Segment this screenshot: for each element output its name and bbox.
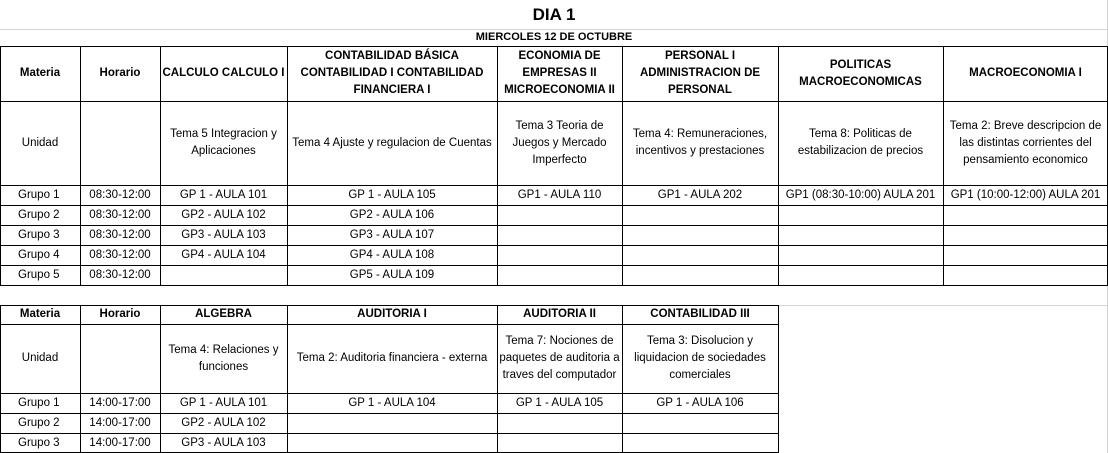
group-room: GP 1 - AULA 101 [179, 396, 268, 409]
group-room: GP1 (08:30-10:00) AULA 201 [785, 188, 936, 201]
afternoon-unit: Tema 3: Disolucion y liquidacion de sociedades comerciales [634, 335, 766, 381]
group-room: GP3 - AULA 103 [181, 228, 266, 241]
group-room: GP2 - AULA 106 [349, 208, 435, 221]
group-name: Grupo 5 [18, 268, 60, 281]
group-room: GP 1 - AULA 104 [348, 396, 436, 409]
group-room: GP 1 - AULA 105 [515, 396, 604, 409]
group-name: Grupo 1 [18, 396, 60, 409]
afternoon-header-subject: CONTABILIDAD III [650, 308, 750, 320]
morning-unit: Tema 4 Ajuste y regulacion de Cuentas [292, 136, 492, 149]
morning-header-materia: Materia [19, 67, 61, 79]
group-room: GP1 - AULA 110 [517, 188, 602, 201]
group-time: 08:30-12:00 [89, 228, 151, 241]
morning-unit: Tema 5 Integracion y Aplicaciones [170, 128, 277, 157]
morning-header-subject: CALCULO CALCULO I [162, 67, 285, 79]
group-room: GP2 - AULA 102 [181, 208, 266, 221]
morning-unit: Tema 2: Breve descripcion de las distintas corrientes del pensamiento economico [949, 119, 1102, 166]
group-name: Grupo 4 [18, 248, 60, 261]
group-time: 14:00-17:00 [89, 396, 151, 409]
group-name: Grupo 1 [18, 188, 60, 201]
grid-line [0, 285, 1108, 286]
morning-header-subject: PERSONAL I ADMINISTRACION DE PERSONAL [639, 50, 761, 96]
morning-header-subject: MACROECONOMIA I [969, 67, 1082, 79]
afternoon-header-materia: Materia [19, 308, 61, 320]
afternoon-unit: Tema 4: Relaciones y funciones [168, 343, 279, 373]
group-room: GP4 - AULA 104 [181, 248, 266, 261]
morning-unit: Tema 3 Teoria de Juegos y Mercado Imperfecto [512, 119, 607, 166]
afternoon-header-horario: Horario [99, 308, 141, 320]
sheet-date: MIERCOLES 12 DE OCTUBRE [475, 31, 633, 43]
group-room: GP 1 - AULA 105 [348, 188, 436, 201]
group-room: GP2 - AULA 102 [181, 416, 266, 429]
group-time: 14:00-17:00 [89, 416, 151, 429]
morning-header-horario: Horario [99, 67, 141, 79]
grid-line [778, 305, 779, 453]
afternoon-unit: Tema 2: Auditoria financiera - externa [296, 352, 488, 364]
group-time: 08:30-12:00 [89, 248, 151, 261]
group-room: GP1 (10:00-12:00) AULA 201 [950, 188, 1101, 201]
group-time: 14:00-17:00 [89, 436, 151, 449]
morning-unit: Tema 4: Remuneraciones, incentivos y prestaciones [632, 128, 768, 157]
group-name: Grupo 3 [18, 436, 60, 449]
group-room: GP 1 - AULA 106 [656, 396, 744, 409]
sheet-title: DIA 1 [532, 5, 576, 24]
morning-unit: Tema 8: Politicas de estabilizacion de precios [797, 128, 924, 157]
group-room: GP3 - AULA 103 [181, 436, 266, 449]
morning-header-subject: ECONOMIA DE EMPRESAS II MICROECONOMIA II [504, 50, 615, 96]
group-room: GP1 - AULA 202 [657, 188, 743, 201]
group-name: Grupo 2 [18, 416, 60, 429]
afternoon-header-subject: AUDITORIA I [357, 308, 427, 320]
group-name: Grupo 2 [18, 208, 60, 221]
group-room: GP4 - AULA 108 [349, 248, 435, 261]
group-room: GP5 - AULA 109 [349, 268, 435, 281]
morning-unit-label: Unidad [21, 136, 59, 149]
group-time: 08:30-12:00 [89, 208, 151, 221]
group-time: 08:30-12:00 [89, 268, 151, 281]
morning-header-subject: CONTABILIDAD BÁSICA CONTABILIDAD I CONTABILIDAD FINANCIERA I [300, 50, 484, 96]
group-name: Grupo 3 [18, 228, 60, 241]
group-room: GP3 - AULA 107 [349, 228, 435, 241]
grid-line [0, 265, 1108, 266]
afternoon-unit-label: Unidad [21, 352, 59, 364]
group-room: GP 1 - AULA 101 [179, 188, 268, 201]
afternoon-header-subject: AUDITORIA II [523, 308, 596, 320]
grid-line [778, 305, 1108, 306]
group-time: 08:30-12:00 [89, 188, 151, 201]
morning-header-subject: POLITICAS MACROECONOMICAS [799, 58, 922, 88]
afternoon-unit: Tema 7: Nociones de paquetes de auditoria a traves del computador [499, 335, 620, 381]
afternoon-header-subject: ALGEBRA [195, 308, 252, 320]
